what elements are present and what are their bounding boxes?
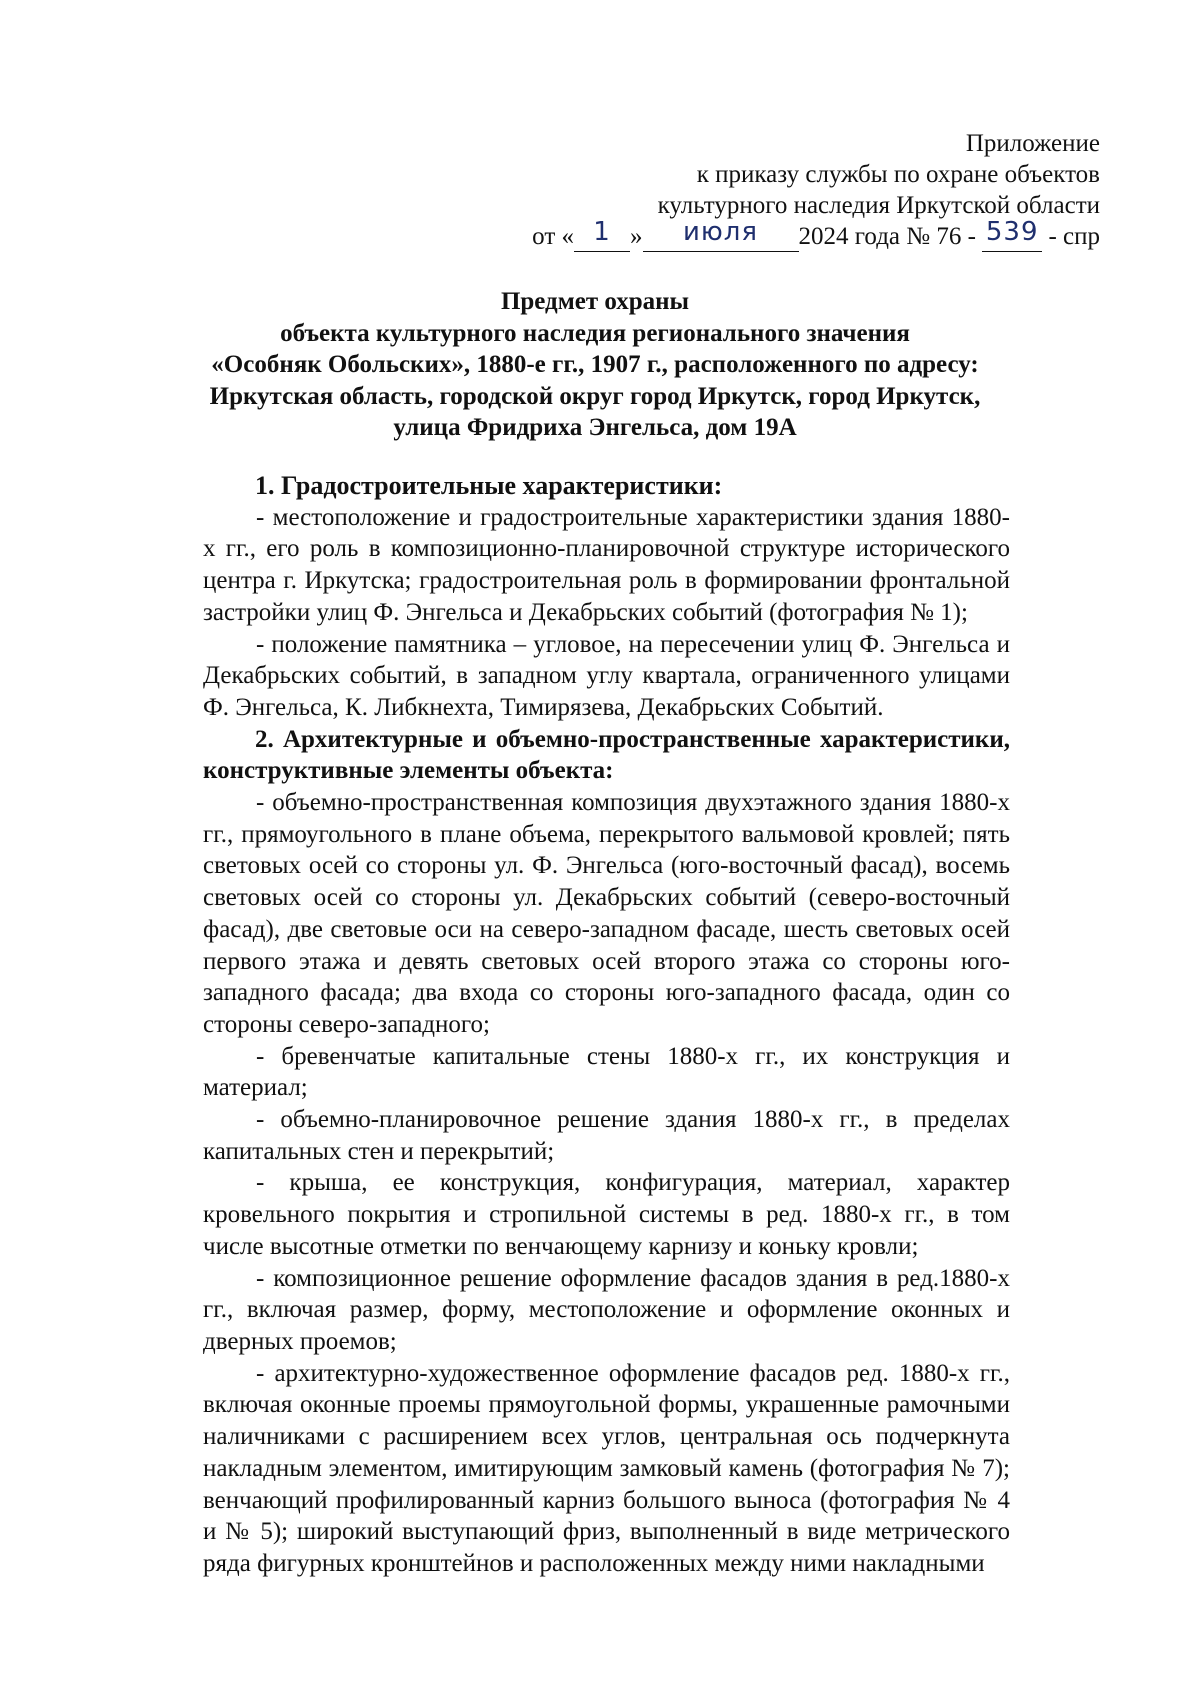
date-month-field <box>643 217 799 252</box>
section-2-item: - архитектурно-художественное оформление фасадов ред. 1880-х гг., включая оконные проемы прямоугольной формы, украшенные рамочными наличниками с расширением всех углов, центральная ось подчеркнута накладным элементом, имитирующим замковый камень (фотография № 7); венчающий профилированный карниз большого выноса (фотография № 4 и № 5); широкий выступающий фриз, выполненный в виде метрического ряда фигурных кронштейнов и расположенных между ними накладными <box>203 1359 1010 1577</box>
order-number-handwritten: 539 <box>985 217 1039 247</box>
title-line-4: Иркутская область, городской округ город Иркутск, город Иркутск, <box>209 382 981 410</box>
approval-order-line: к приказу службы по охране объектов <box>696 161 1100 188</box>
order-suffix: - спр <box>1048 223 1100 250</box>
approval-region-line: культурного наследия Иркутской области <box>657 192 1100 219</box>
section-2-heading: 2. Архитектурные и объемно-пространственные характеристики, конструктивные элементы объекта: <box>203 725 1010 785</box>
title-line-5: улица Фридриха Энгельса, дом 19А <box>393 414 797 441</box>
order-number-field <box>982 217 1042 252</box>
date-quote-close: » <box>630 223 643 250</box>
section-2-item: - объемно-пространственная композиция двухэтажного здания 1880-х гг., прямоугольного в плане объема, перекрытого вальмовой кровлей; пять световых осей со стороны ул. Ф. Энгельса (юго-восточный фасад), восемь световых осей со стороны ул. Декабрьских событий (северо-восточный фасад), две световые оси на северо-западном фасаде, шесть световых осей первого этажа и девять световых осей второго этажа со стороны юго-западного фасада; два входа со стороны юго-западного фасада, один со стороны северо-западного; <box>203 789 1010 1038</box>
section-1-item: - местоположение и градостроительные характеристики здания 1880-х гг., его роль в композиционно-планировочной структуре исторического центра г. Иркутска; градостроительная роль в формировании фронтальной застройки улиц Ф. Энгельса и Декабрьских событий (фотография № 1); <box>203 503 1010 626</box>
section-2-item: - бревенчатые капитальные стены 1880-х гг., их конструкция и материал; <box>203 1042 1010 1102</box>
approval-date-line <box>460 217 1100 252</box>
date-day-handwritten: 1 <box>593 217 611 247</box>
date-year-text: 2024 года № 76 - <box>798 223 976 250</box>
date-day-field <box>574 217 630 252</box>
date-prefix: от « <box>532 223 575 250</box>
section-2-item: - объемно-планировочное решение здания 1880-х гг., в пределах капитальных стен и перекрытий; <box>203 1106 1010 1165</box>
section-2-item: - крыша, ее конструкция, конфигурация, материал, характер кровельного покрытия и стропильной системы в ред. 1880-х гг., в том числе высотные отметки по венчающему карнизу и коньку кровли; <box>203 1169 1010 1260</box>
date-month-handwritten: июля <box>683 217 759 247</box>
document-title <box>180 286 1010 444</box>
title-line-1: Предмет охраны <box>500 288 690 315</box>
document-body <box>203 470 1010 1580</box>
section-1-item: - положение памятника – угловое, на пересечении улиц Ф. Энгельса и Декабрьских событий, в западном углу квартала, ограниченного улицами Ф. Энгельса, К. Либкнехта, Тимирязева, Декабрьских Событий. <box>203 630 1010 721</box>
approval-title: Приложение <box>965 130 1100 157</box>
title-line-3: «Особняк Обольских», 1880-е гг., 1907 г., расположенного по адресу: <box>211 351 979 378</box>
section-2-item: - композиционное решение оформление фасадов здания в ред.1880-х гг., включая размер, форму, местоположение и оформление оконных и дверных проемов; <box>203 1264 1010 1355</box>
section-1-heading: 1. Градостроительные характеристики: <box>255 471 723 500</box>
approval-block <box>460 128 1100 252</box>
title-line-2: объекта культурного наследия регионального значения <box>280 319 910 347</box>
